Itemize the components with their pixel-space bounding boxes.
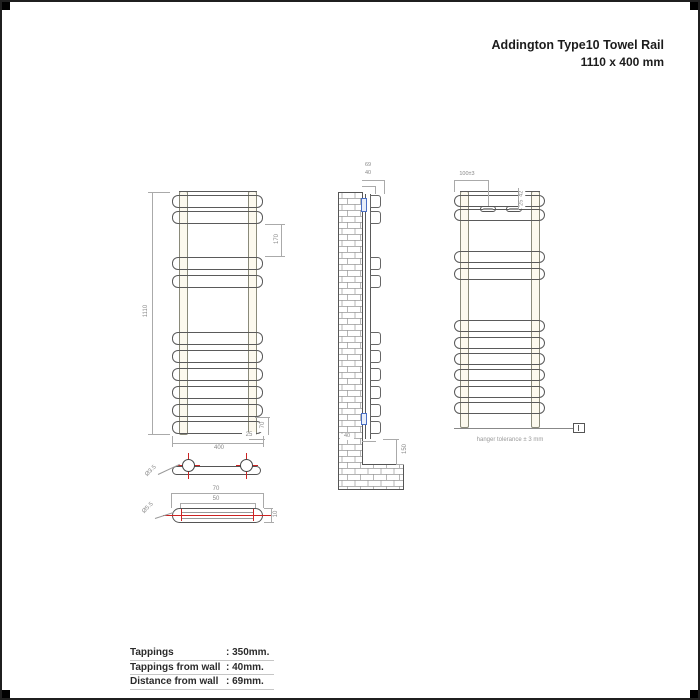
dim-label-height: 1110	[143, 300, 149, 322]
towel-bar	[172, 404, 263, 417]
hanger-detail-line	[578, 425, 579, 431]
dim-label-distance-from-wall: 69	[360, 163, 376, 169]
corner-mark	[2, 690, 10, 698]
dim-extension	[265, 224, 285, 225]
towel-bar	[172, 368, 263, 381]
dim-extension	[396, 464, 404, 465]
towel-bar	[454, 320, 545, 332]
dim-label-profile-width: 70	[208, 486, 224, 492]
dim-label-floor-clearance: 150	[402, 441, 408, 457]
spec-label: Distance from wall	[130, 676, 219, 687]
bar-stub	[370, 332, 381, 345]
dim-line-profile-thickness	[271, 508, 272, 523]
front-top-edge	[179, 191, 257, 192]
towel-bar	[172, 257, 263, 270]
dim-label-profile-inner: 50	[208, 496, 224, 502]
towel-bar	[454, 369, 545, 381]
side-panel-line	[370, 194, 371, 439]
dim-line-height	[152, 192, 153, 435]
corner-mark	[690, 690, 698, 698]
dim-extension	[171, 493, 172, 508]
dim-extension	[384, 180, 385, 194]
dim-extension	[263, 436, 264, 447]
dim-extension	[265, 256, 285, 257]
side-panel-line	[365, 194, 366, 439]
towel-bar	[172, 350, 263, 363]
dim-line-hanger-spacing	[454, 180, 488, 181]
dim-label-profile-thickness: 10	[273, 508, 279, 520]
towel-bar	[172, 211, 263, 224]
tapping-boss	[182, 459, 195, 472]
dim-extension	[263, 493, 264, 508]
rear-top-edge	[460, 191, 540, 192]
dim-extension	[264, 522, 274, 523]
bar-stub	[370, 368, 381, 381]
specs-row	[130, 646, 274, 661]
dim-extension	[454, 180, 455, 192]
spec-value: : 350mm.	[226, 647, 270, 658]
spec-label: Tappings	[130, 647, 174, 658]
dim-label-end-diameter: Ø5.5	[139, 499, 157, 517]
dim-label-bottom-section: 70	[260, 418, 266, 432]
dim-label-tapping-from-wall: 40	[360, 171, 376, 177]
dim-label-width: 400	[207, 445, 231, 451]
towel-bar	[454, 268, 545, 280]
dim-line-bottom-section	[268, 417, 269, 435]
hanger-tolerance-note: hanger tolerance ± 3 mm	[476, 437, 544, 443]
drawing-size: 1110 x 400 mm	[580, 55, 664, 69]
profile-inner-line	[181, 518, 254, 519]
dim-extension	[172, 436, 173, 447]
dim-line-rail-gap	[281, 224, 282, 257]
bar-stub	[370, 195, 381, 208]
towel-bar	[172, 332, 263, 345]
bar-stub	[370, 421, 381, 434]
dim-line-width	[172, 443, 264, 444]
specs-table	[130, 646, 274, 690]
towel-bar	[172, 195, 263, 208]
dim-line-tapping-from-wall	[362, 186, 375, 187]
dim-line-profile-inner	[180, 503, 256, 504]
corner-mark	[2, 2, 10, 10]
dim-line-profile-width	[171, 493, 264, 494]
hanger-slot	[480, 206, 496, 212]
dim-line-floor-clearance	[396, 439, 397, 464]
specs-row	[130, 675, 274, 690]
towel-bar	[454, 195, 545, 207]
towel-bar	[454, 353, 545, 365]
wall-bracket-top	[361, 198, 367, 212]
dim-extension	[375, 186, 376, 194]
dim-label-bottom-tapping: 40	[340, 434, 354, 440]
bar-stub	[370, 275, 381, 288]
bar-stub	[370, 257, 381, 270]
dim-line-bottom-tapping	[362, 441, 376, 442]
tapping-boss	[240, 459, 253, 472]
towel-bar	[454, 251, 545, 263]
towel-bar	[172, 386, 263, 399]
specs-row	[130, 661, 274, 676]
dim-line-distance-from-wall	[362, 180, 384, 181]
dim-extension	[488, 180, 489, 206]
hanger-detail	[573, 423, 585, 433]
corner-mark	[690, 2, 698, 10]
centerline	[163, 515, 271, 516]
towel-bar	[454, 402, 545, 414]
dim-label-rail-gap: 170	[274, 230, 280, 248]
bar-stub	[370, 350, 381, 363]
spec-label: Tappings from wall	[130, 661, 221, 673]
dim-label-boss-diameter: Ø3.5	[142, 462, 160, 480]
towel-bar	[454, 337, 545, 349]
spec-value: : 40mm.	[226, 661, 264, 673]
bar-stub	[370, 211, 381, 224]
spec-value: : 69mm.	[226, 676, 264, 687]
towel-bar	[172, 275, 263, 288]
dim-label-hanger-spacing: 100±3	[453, 172, 481, 178]
dim-label-slot-b: 25	[519, 197, 525, 209]
rear-bottom-edge	[454, 428, 574, 429]
title-block	[492, 38, 664, 69]
dim-label-overhang: 25	[242, 432, 256, 438]
towel-bar	[454, 386, 545, 398]
wall-bracket-bottom	[361, 413, 367, 425]
towel-bar	[454, 209, 545, 221]
drawing-title: Addington Type10 Towel Rail	[491, 38, 664, 52]
bar-stub	[370, 404, 381, 417]
dim-label-slot-a: 42	[519, 188, 525, 200]
bar-stub	[370, 386, 381, 399]
dim-line-overhang	[249, 439, 265, 440]
profile-inner-line	[181, 512, 254, 513]
